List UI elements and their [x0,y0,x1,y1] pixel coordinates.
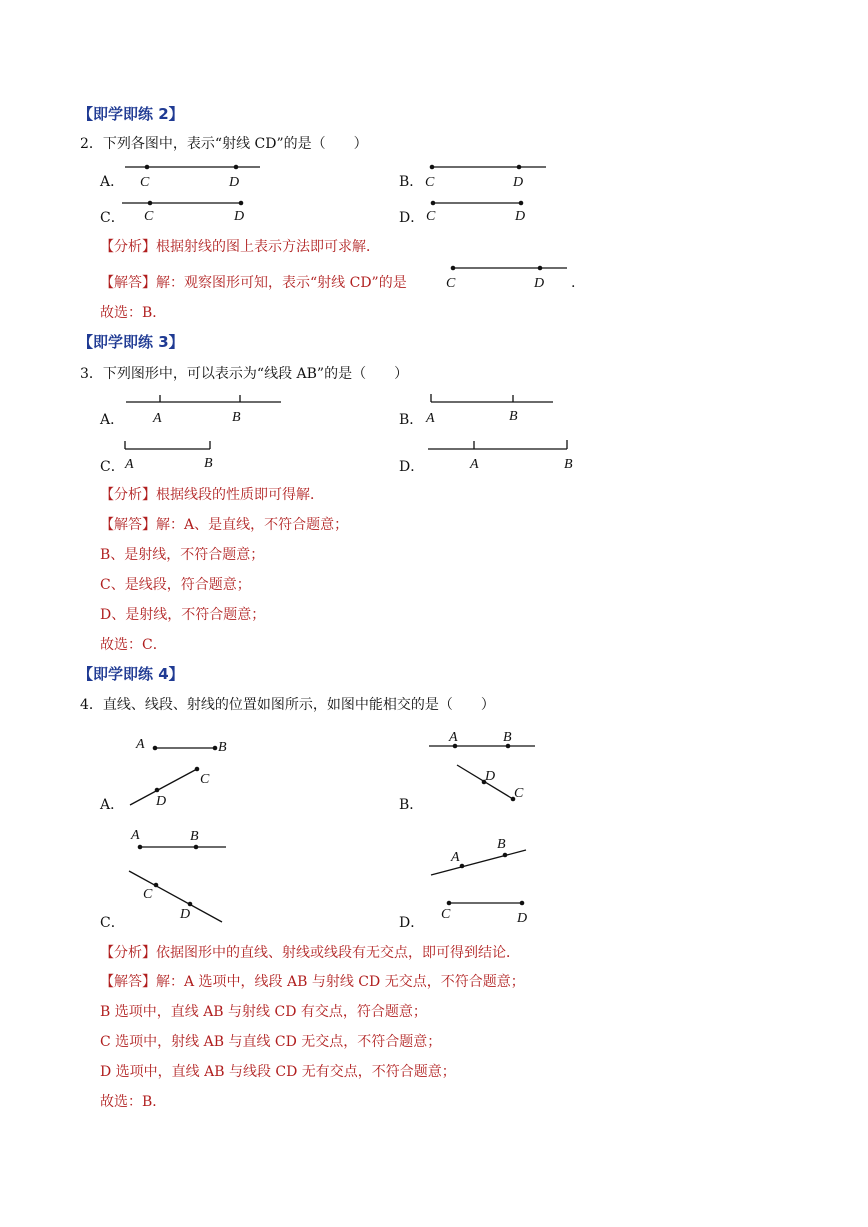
q2-answer-period: . [571,275,576,291]
q4b-label-c: C [514,786,524,801]
q4-figure-a [130,737,227,809]
q2-figure-a [125,165,260,190]
q3-analysis: 【分析】根据线段的性质即可得解． [100,487,324,503]
q3b-label-b: B [509,409,518,424]
q2b-label-d: D [513,175,524,190]
q4-figure-b [429,730,535,801]
q2b-label-c: C [425,175,435,190]
q3c-label-a: A [125,457,134,472]
q3-answer-line-4: D、是射线，不符合题意； [100,607,266,623]
q4d-label-c: C [441,907,451,922]
q2-figure-c [122,201,244,224]
q3-answer-line-1: 【解答】解：A、是直线，不符合题意； [100,517,349,533]
section-header-practice-4: 【即学即练 4】 [78,665,184,683]
q4b-label-a: A [449,730,458,745]
q2-analysis: 【分析】根据射线的图上表示方法即可求解． [100,239,380,255]
q4-option-d-label: D． [399,915,425,931]
q2ans-label-c: C [446,276,456,291]
q4d-label-a: A [451,850,460,865]
q4-answer-line-1: 【解答】解：A 选项中，线段 AB 与射线 CD 无交点，不符合题意； [100,974,525,990]
q4-answer-line-2: B 选项中，直线 AB 与射线 CD 有交点，符合题意； [100,1004,427,1020]
q2-choice: 故选：B． [100,305,167,321]
q2-answer-figure [446,266,567,291]
q4a-label-a: A [136,737,145,752]
q3-option-b-label: B． [399,412,424,428]
q3d-label-a: A [470,457,479,472]
q2ans-label-d: D [534,276,545,291]
q3d-label-b: B [564,457,573,472]
q4-option-b-label: B． [399,797,424,813]
q3b-label-a: A [426,411,435,426]
q4-figure-c [129,828,226,922]
q2-option-a-label: A． [100,174,125,190]
q2c-label-d: D [234,209,245,224]
q2-figure-d [426,201,525,224]
q2-option-d-label: D． [399,210,425,226]
q3-figure-a [126,395,281,426]
q2-answer: 【解答】解：观察图形可知，表示“射线 CD”的是 [100,275,407,291]
q2a-label-d: D [229,175,240,190]
question-3-text: 3．下列图形中，可以表示为“线段 AB”的是（ ） [80,366,409,382]
q4c-label-c: C [143,887,153,902]
q3-option-c-label: C． [100,459,125,475]
q3a-label-b: B [232,410,241,425]
q3a-label-a: A [153,411,162,426]
q4-analysis: 【分析】依据图形中的直线、射线或线段有无交点，即可得到结论． [100,945,520,961]
q2d-label-c: C [426,209,436,224]
q4a-label-c: C [200,772,210,787]
q4c-label-a: A [131,828,140,843]
question-2-text: 2．下列各图中，表示“射线 CD”的是（ ） [80,136,368,152]
q2-figure-b [425,165,546,190]
q2c-label-c: C [144,209,154,224]
q3-option-a-label: A． [100,412,125,428]
q4b-label-d: D [485,769,496,784]
q4b-label-b: B [503,730,512,745]
q4d-label-b: B [497,837,506,852]
q4-figure-d [431,837,527,926]
section-header-practice-3: 【即学即练 3】 [78,333,184,351]
q3-answer-line-3: C、是线段，符合题意； [100,577,251,593]
q2a-label-c: C [140,175,150,190]
q3-figure-c [124,441,213,472]
q3-choice: 故选：C． [100,637,167,653]
q4-option-a-label: A． [100,797,125,813]
q3-figure-b [425,394,553,426]
section-header-practice-2: 【即学即练 2】 [78,105,184,123]
q4-answer-line-3: C 选项中，射线 AB 与直线 CD 无交点，不符合题意； [100,1034,442,1050]
question-4-text: 4．直线、线段、射线的位置如图所示，如图中能相交的是（ ） [80,697,495,713]
q4-choice: 故选：B． [100,1094,167,1110]
q4c-label-d: D [180,907,191,922]
q2-option-c-label: C． [100,210,125,226]
q4c-label-b: B [190,829,199,844]
q2-option-b-label: B． [399,174,424,190]
q4a-label-d: D [156,794,167,809]
q2d-label-d: D [515,209,526,224]
q3c-label-b: B [204,456,213,471]
q4a-label-b: B [218,740,227,755]
q3-option-d-label: D． [399,459,425,475]
q3-figure-d [428,440,573,472]
q3-answer-line-2: B、是射线，不符合题意； [100,547,265,563]
q4-answer-line-4: D 选项中，直线 AB 与线段 CD 无有交点，不符合题意； [100,1064,456,1080]
q4d-label-d: D [517,911,528,926]
q4-option-c-label: C． [100,915,125,931]
